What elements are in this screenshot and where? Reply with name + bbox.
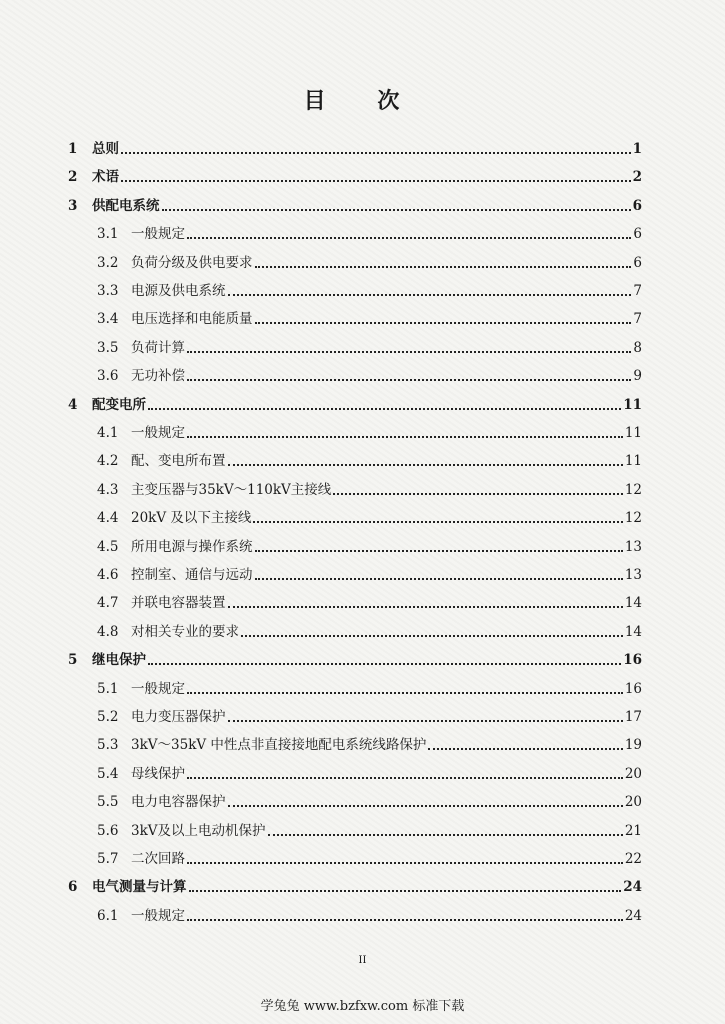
leader-dots bbox=[255, 550, 623, 552]
toc-section-row[interactable] bbox=[97, 706, 642, 728]
leader-dots bbox=[121, 180, 631, 182]
leader-dots bbox=[187, 379, 631, 381]
toc-page-number: 20 bbox=[624, 794, 642, 810]
toc-page-number: 7 bbox=[633, 311, 642, 327]
toc-chapter-row[interactable] bbox=[68, 138, 642, 160]
toc-page-number: 20 bbox=[624, 766, 642, 782]
toc-section-row[interactable] bbox=[97, 536, 642, 558]
toc-label: 所用电源与操作系统 bbox=[131, 539, 253, 555]
leader-dots bbox=[162, 209, 631, 211]
toc-number: 3.1 bbox=[97, 226, 119, 242]
toc-number: 6.1 bbox=[97, 908, 119, 924]
toc-number: 3.3 bbox=[97, 283, 119, 299]
leader-dots bbox=[255, 266, 632, 268]
leader-dots bbox=[187, 351, 631, 353]
toc-section-row[interactable] bbox=[97, 734, 642, 756]
toc-number: 3.4 bbox=[97, 311, 119, 327]
toc-page-number: 13 bbox=[624, 567, 642, 583]
toc-label: 电气测量与计算 bbox=[92, 879, 187, 895]
toc-section-row[interactable] bbox=[97, 763, 642, 785]
toc-section-row[interactable] bbox=[97, 365, 642, 387]
toc-chapter-row[interactable] bbox=[68, 166, 642, 188]
toc-label: 无功补偿 bbox=[131, 368, 185, 384]
toc-number: 5.5 bbox=[97, 794, 119, 810]
toc-label: 电源及供电系统 bbox=[131, 283, 226, 299]
toc-number: 4.3 bbox=[97, 482, 119, 498]
toc-label: 配、变电所布置 bbox=[131, 453, 226, 469]
toc-number: 5.3 bbox=[97, 737, 119, 753]
toc-number: 3 bbox=[68, 198, 78, 214]
toc-section-row[interactable] bbox=[97, 507, 642, 529]
leader-dots bbox=[228, 606, 623, 608]
leader-dots bbox=[187, 777, 623, 779]
toc-section-row[interactable] bbox=[97, 678, 642, 700]
toc-label: 电力变压器保护 bbox=[131, 709, 226, 725]
toc-label: 一般规定 bbox=[131, 908, 185, 924]
leader-dots bbox=[187, 237, 631, 239]
toc-section-row[interactable] bbox=[97, 479, 642, 501]
toc-number: 4 bbox=[68, 397, 78, 413]
leader-dots bbox=[148, 663, 621, 665]
toc-page-number: 6 bbox=[632, 198, 642, 214]
toc-section-row[interactable] bbox=[97, 337, 642, 359]
toc-page-number: 24 bbox=[623, 879, 642, 895]
toc-number: 4.1 bbox=[97, 425, 119, 441]
toc-page-number: 6 bbox=[633, 226, 642, 242]
toc-page-number: 17 bbox=[624, 709, 642, 725]
page-title: 目 次 bbox=[303, 88, 422, 114]
leader-dots bbox=[333, 493, 623, 495]
toc-number: 5.4 bbox=[97, 766, 119, 782]
leader-dots bbox=[228, 464, 623, 466]
toc-page-number: 8 bbox=[633, 340, 642, 356]
leader-dots bbox=[189, 890, 622, 892]
toc-section-row[interactable] bbox=[97, 791, 642, 813]
toc-section-row[interactable] bbox=[97, 905, 642, 927]
leader-dots bbox=[187, 692, 623, 694]
leader-dots bbox=[255, 322, 632, 324]
toc-chapter-row[interactable] bbox=[68, 876, 642, 898]
toc-label: 主变压器与35kV～110kV主接线 bbox=[131, 482, 332, 498]
leader-dots bbox=[148, 408, 621, 410]
toc-label: 3kV～35kV 中性点非直接接地配电系统线路保护 bbox=[131, 737, 427, 753]
leader-dots bbox=[228, 720, 623, 722]
toc-page-number: 22 bbox=[624, 851, 642, 867]
toc-chapter-row[interactable] bbox=[68, 195, 642, 217]
toc-page-number: 13 bbox=[624, 539, 642, 555]
toc-number: 4.2 bbox=[97, 453, 119, 469]
toc-number: 3.2 bbox=[97, 255, 119, 271]
toc-section-row[interactable] bbox=[97, 592, 642, 614]
toc-page-number: 2 bbox=[632, 169, 642, 185]
toc-section-row[interactable] bbox=[97, 450, 642, 472]
toc-page-number: 11 bbox=[624, 425, 642, 441]
toc-label: 20kV 及以下主接线 bbox=[131, 510, 252, 526]
leader-dots bbox=[228, 294, 632, 296]
leader-dots bbox=[241, 635, 623, 637]
leader-dots bbox=[428, 748, 622, 750]
toc-section-row[interactable] bbox=[97, 564, 642, 586]
leader-dots bbox=[187, 436, 623, 438]
toc-section-row[interactable] bbox=[97, 280, 642, 302]
toc-label: 负荷分级及供电要求 bbox=[131, 255, 253, 271]
toc-page-number: 16 bbox=[623, 652, 642, 668]
toc-page-number: 7 bbox=[633, 283, 642, 299]
toc-number: 3.5 bbox=[97, 340, 119, 356]
toc-section-row[interactable] bbox=[97, 252, 642, 274]
leader-dots bbox=[121, 152, 631, 154]
leader-dots bbox=[268, 834, 623, 836]
toc-page-number: 24 bbox=[624, 908, 642, 924]
footer-site-text: 学兔兔 www.bzfxw.com 标准下载 bbox=[260, 999, 465, 1014]
toc-section-row[interactable] bbox=[97, 308, 642, 330]
toc-number: 4.7 bbox=[97, 595, 119, 611]
toc-label: 对相关专业的要求 bbox=[131, 624, 239, 640]
toc-section-row[interactable] bbox=[97, 848, 642, 870]
toc-section-row[interactable] bbox=[97, 223, 642, 245]
toc-section-row[interactable] bbox=[97, 621, 642, 643]
toc-page-number: 11 bbox=[623, 397, 642, 413]
toc-page-number: 9 bbox=[633, 368, 642, 384]
toc-label: 供配电系统 bbox=[92, 198, 160, 214]
toc-number: 4.5 bbox=[97, 539, 119, 555]
toc-label: 术语 bbox=[92, 169, 119, 185]
leader-dots bbox=[187, 862, 623, 864]
leader-dots bbox=[228, 805, 623, 807]
leader-dots bbox=[187, 919, 623, 921]
toc-page-number: 19 bbox=[624, 737, 642, 753]
toc-label: 并联电容器装置 bbox=[131, 595, 226, 611]
toc-label: 控制室、通信与远动 bbox=[131, 567, 253, 583]
toc-section-row[interactable] bbox=[97, 422, 642, 444]
toc-label: 负荷计算 bbox=[131, 340, 185, 356]
toc-page-number: 14 bbox=[624, 624, 642, 640]
toc-chapter-row[interactable] bbox=[68, 394, 642, 416]
toc-chapter-row[interactable] bbox=[68, 649, 642, 671]
toc-page-number: 11 bbox=[624, 453, 642, 469]
toc-number: 4.4 bbox=[97, 510, 119, 526]
toc-label: 一般规定 bbox=[131, 226, 185, 242]
toc-label: 配变电所 bbox=[92, 397, 146, 413]
toc-number: 4.6 bbox=[97, 567, 119, 583]
toc-label: 3kV及以上电动机保护 bbox=[131, 823, 266, 839]
toc-number: 5.2 bbox=[97, 709, 119, 725]
toc-number: 5.1 bbox=[97, 681, 119, 697]
toc-page-number: 12 bbox=[624, 482, 642, 498]
toc-number: 2 bbox=[68, 169, 78, 185]
leader-dots bbox=[253, 521, 622, 523]
toc-number: 4.8 bbox=[97, 624, 119, 640]
toc-page-number: 12 bbox=[624, 510, 642, 526]
toc-label: 一般规定 bbox=[131, 681, 185, 697]
toc-number: 5.6 bbox=[97, 823, 119, 839]
page-number: II bbox=[358, 955, 367, 966]
toc-page-number: 1 bbox=[632, 141, 642, 157]
toc-number: 3.6 bbox=[97, 368, 119, 384]
toc-page-number: 14 bbox=[624, 595, 642, 611]
toc-label: 母线保护 bbox=[131, 766, 185, 782]
toc-page-number: 21 bbox=[624, 823, 642, 839]
toc-number: 5.7 bbox=[97, 851, 119, 867]
toc-number: 6 bbox=[68, 879, 78, 895]
toc-label: 继电保护 bbox=[92, 652, 146, 668]
toc-label: 二次回路 bbox=[131, 851, 185, 867]
toc-section-row[interactable] bbox=[97, 820, 642, 842]
toc-label: 总则 bbox=[92, 141, 119, 157]
leader-dots bbox=[255, 578, 623, 580]
toc-label: 电力电容器保护 bbox=[131, 794, 226, 810]
toc-number: 5 bbox=[68, 652, 78, 668]
toc-page-number: 16 bbox=[624, 681, 642, 697]
toc-label: 电压选择和电能质量 bbox=[131, 311, 253, 327]
toc-page-number: 6 bbox=[633, 255, 642, 271]
toc-label: 一般规定 bbox=[131, 425, 185, 441]
toc-number: 1 bbox=[68, 141, 78, 157]
